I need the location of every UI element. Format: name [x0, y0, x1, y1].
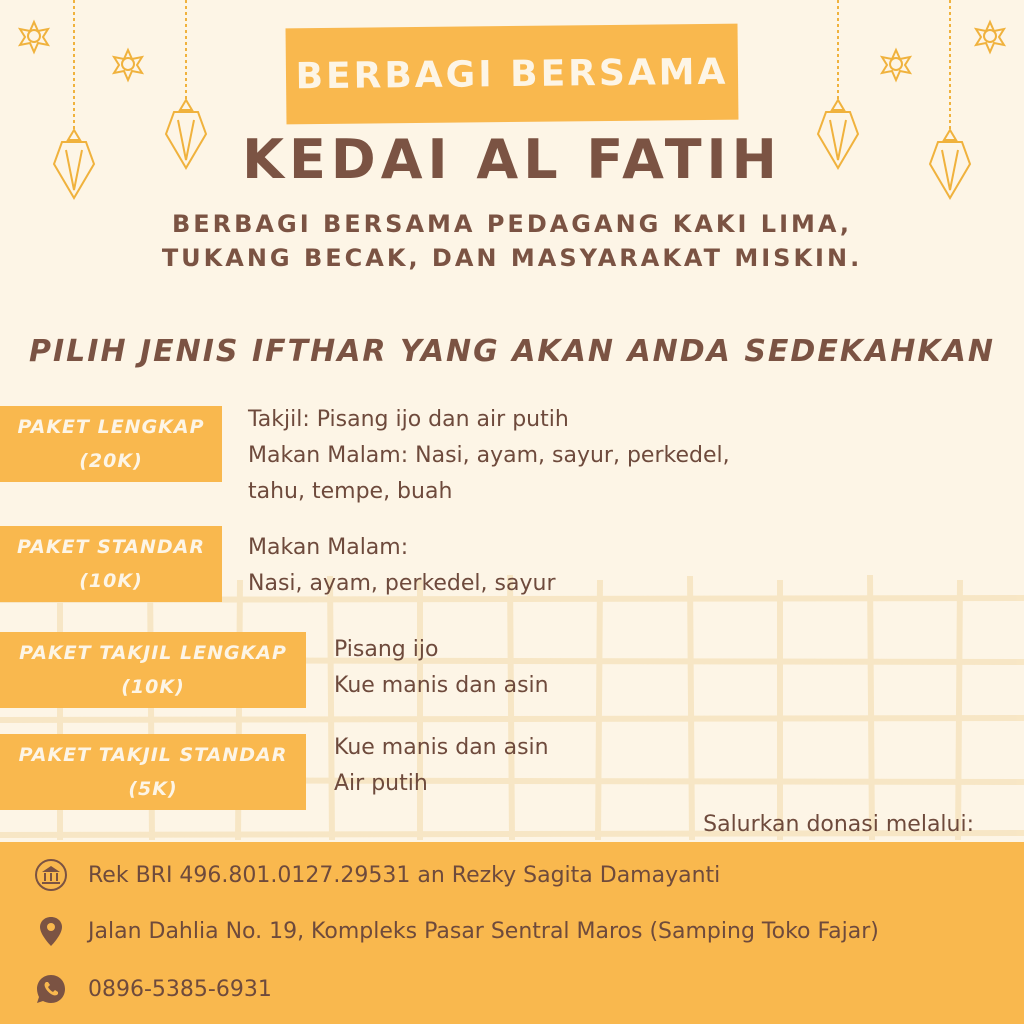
bank-account-text: Rek BRI 496.801.0127.29531 an Rezky Sagita Damayanti [88, 862, 721, 888]
package-label-takjil-standar [0, 734, 306, 810]
phone-row [34, 972, 272, 1006]
package-desc-takjil-lengkap [334, 632, 549, 704]
address-text: Jalan Dahlia No. 19, Kompleks Pasar Sentral Maros (Samping Toko Fajar) [88, 918, 879, 944]
bank-row [34, 858, 720, 892]
package-label-standar [0, 526, 222, 602]
address-row [34, 914, 879, 948]
package-line: Pisang ijo [334, 637, 439, 662]
donation-label: Salurkan donasi melalui: [703, 812, 974, 837]
package-line: Kue manis dan asin [334, 673, 549, 698]
subtitle-line-2: TUKANG BECAK, DAN MASYARAKAT MISKIN. [161, 244, 863, 272]
package-price: (10K) [121, 676, 185, 698]
bank-icon [34, 858, 68, 892]
whatsapp-icon [34, 972, 68, 1006]
package-line: Makan Malam: Nasi, ayam, sayur, perkedel, [248, 443, 730, 468]
package-label-takjil-lengkap [0, 632, 306, 708]
package-name: PAKET TAKJIL STANDAR [18, 744, 288, 766]
package-desc-standar [248, 530, 555, 602]
subtitle-line-1: BERBAGI BERSAMA PEDAGANG KAKI LIMA, [171, 210, 853, 238]
package-desc-takjil-standar [334, 730, 549, 802]
package-name: PAKET STANDAR [16, 536, 206, 558]
header-banner [286, 24, 739, 125]
package-desc-lengkap [248, 402, 730, 510]
package-name: PAKET LENGKAP [17, 416, 205, 438]
page-title: KEDAI AL FATIH [242, 128, 782, 191]
package-line: Air putih [334, 771, 428, 796]
star-ornament-icon [114, 50, 142, 80]
section-heading: PILIH JENIS IFTHAR YANG AKAN ANDA SEDEKAHKAN [29, 334, 995, 369]
package-price: (20K) [79, 450, 143, 472]
footer-contact [0, 842, 1024, 1024]
package-line: tahu, tempe, buah [248, 479, 453, 504]
location-pin-icon [34, 914, 68, 948]
package-line: Takjil: Pisang ijo dan air putih [248, 407, 569, 432]
package-name: PAKET TAKJIL LENGKAP [19, 642, 287, 664]
phone-text: 0896-5385-6931 [88, 976, 272, 1002]
star-ornament-icon [882, 50, 910, 80]
package-line: Nasi, ayam, perkedel, sayur [248, 571, 556, 596]
package-price: (5K) [128, 778, 178, 800]
star-ornament-icon [20, 22, 48, 52]
star-ornament-icon [976, 22, 1004, 52]
banner-text: BERBAGI BERSAMA [295, 51, 729, 97]
package-price: (10K) [79, 570, 143, 592]
package-label-lengkap [0, 406, 222, 482]
package-line: Kue manis dan asin [334, 735, 549, 760]
package-line: Makan Malam: [248, 535, 409, 560]
